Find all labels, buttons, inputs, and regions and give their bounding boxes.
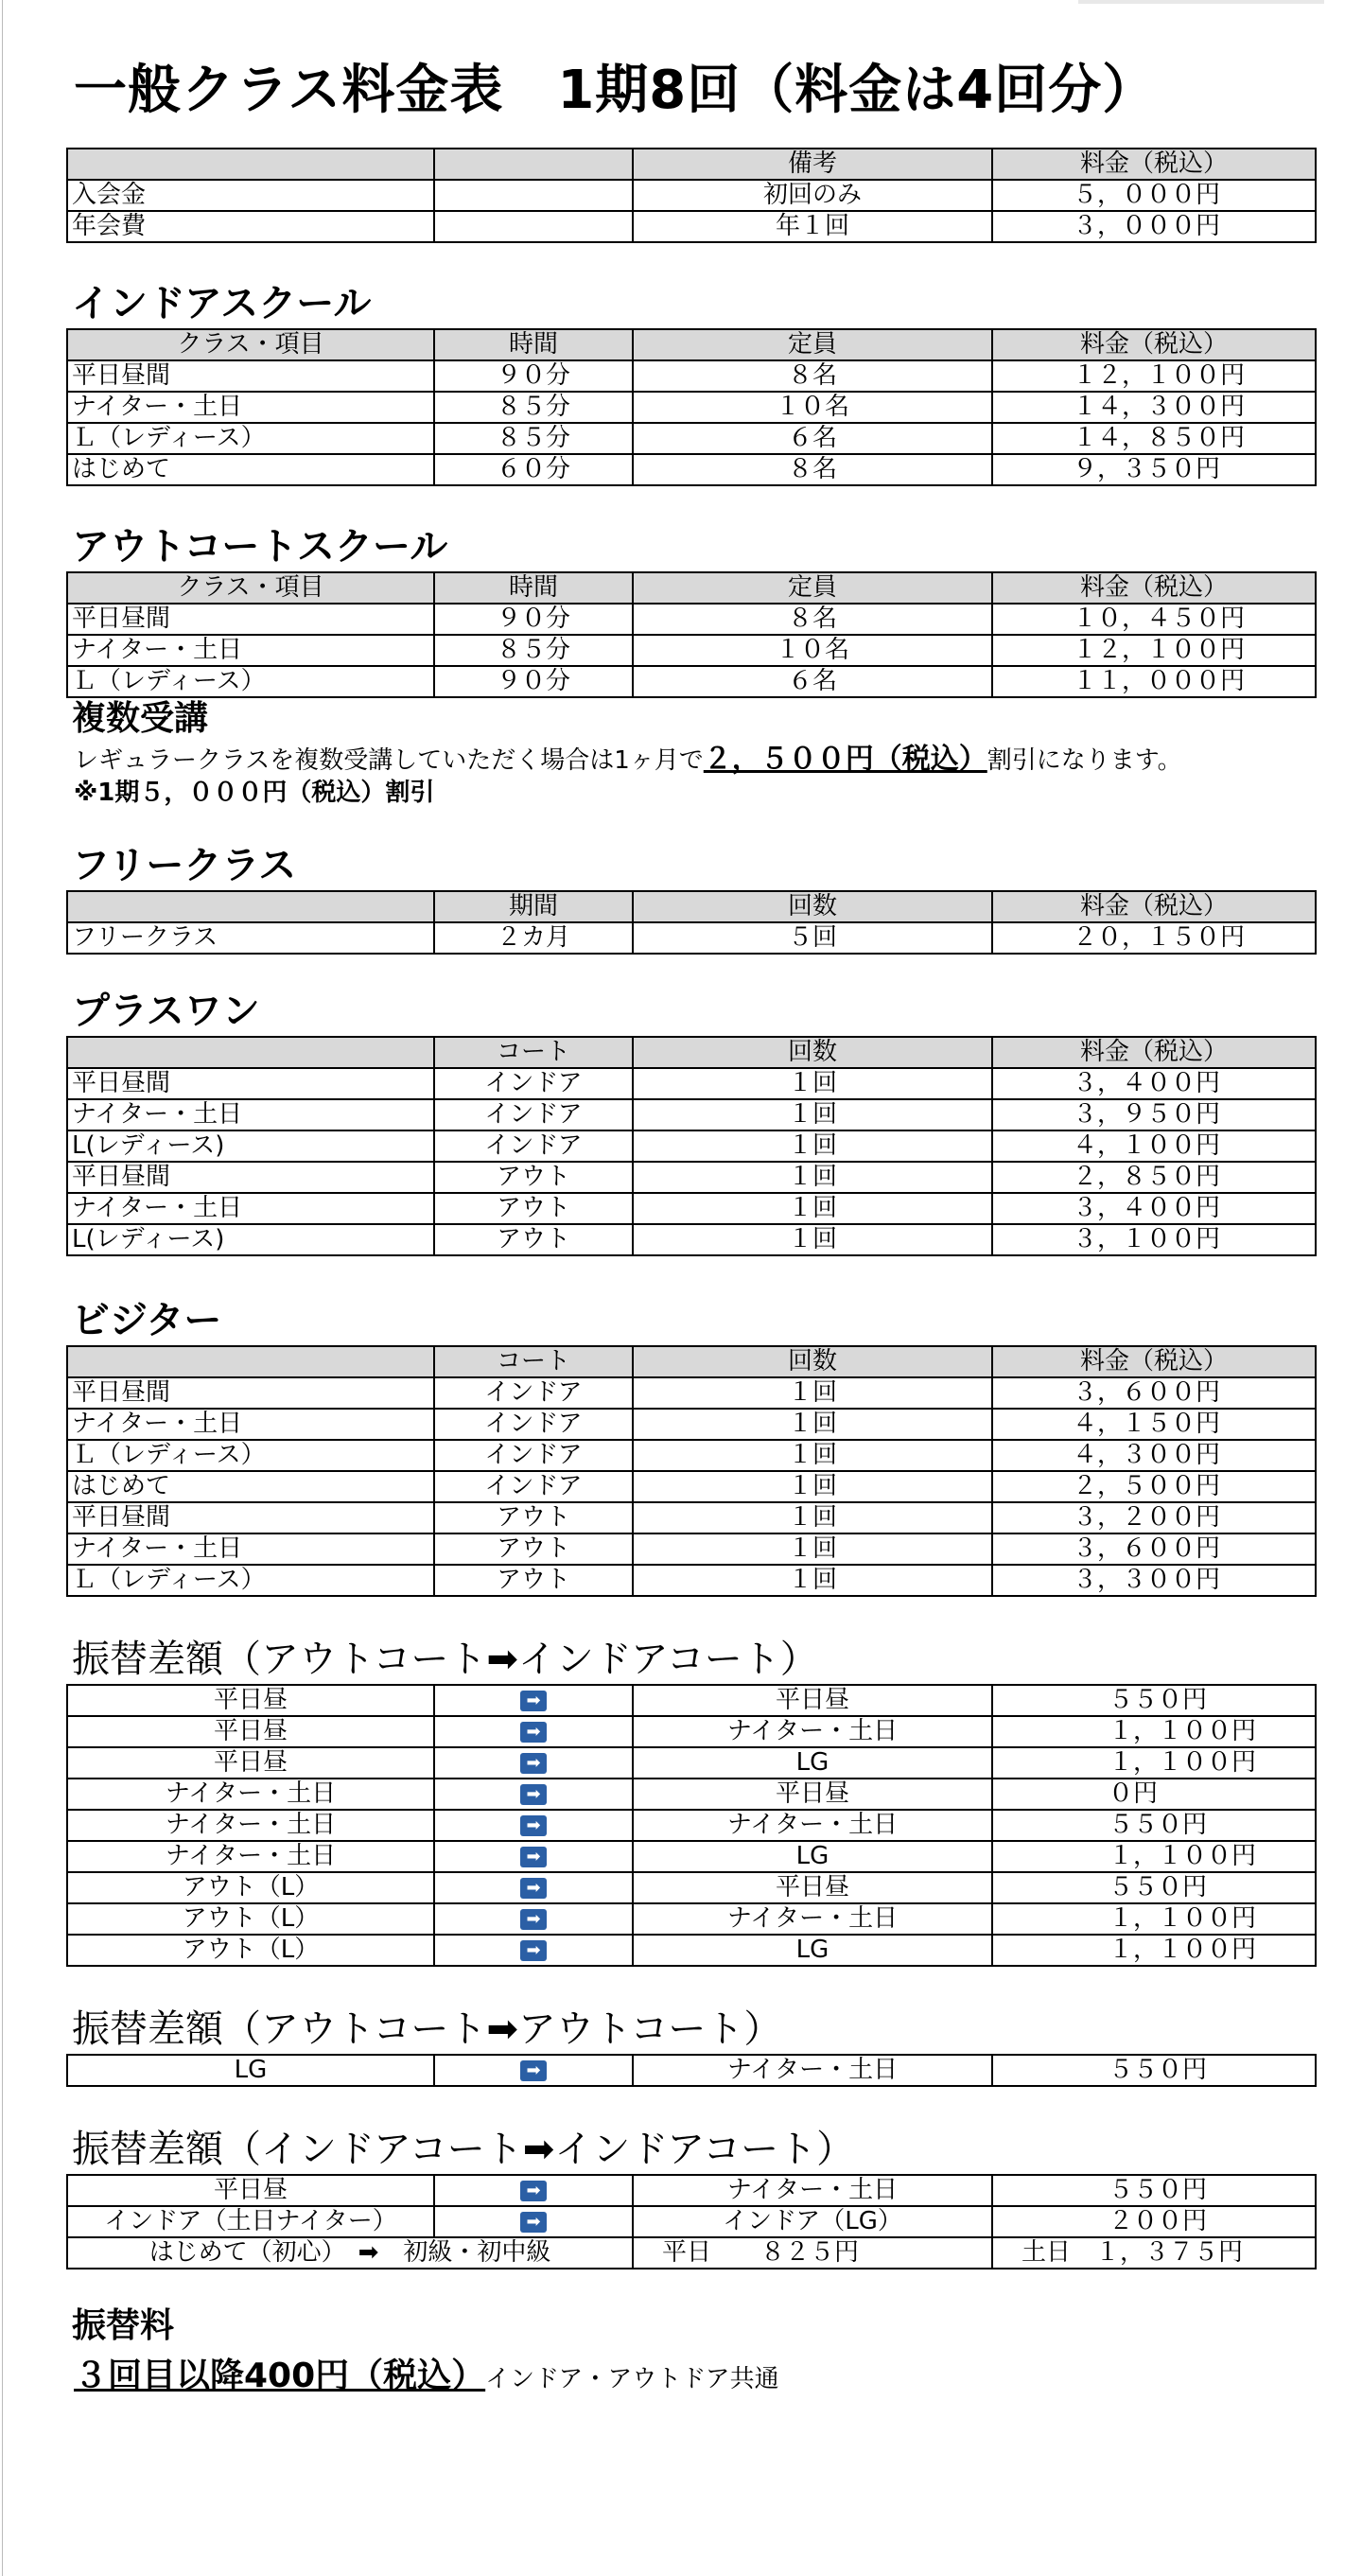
price-value: ２，８５０円 xyxy=(992,1162,1316,1193)
table-row xyxy=(67,1377,1316,1409)
table-row xyxy=(67,922,1316,954)
price-value: ５５０円 xyxy=(992,1810,1316,1841)
transfer-row xyxy=(67,1872,1316,1903)
transfer-in-in-title: 振替差額（インドアコート➡インドアコート） xyxy=(72,2128,855,2171)
transfer-to: インドア（LG） xyxy=(633,2206,992,2237)
col2-value: アウト xyxy=(434,1193,633,1224)
col3-value: １回 xyxy=(633,1377,992,1409)
transfer-from: アウト（L） xyxy=(67,1872,434,1903)
transfer-row xyxy=(67,1810,1316,1841)
row-label: Ｌ（レディース） xyxy=(67,666,434,697)
table-row xyxy=(67,1440,1316,1471)
transfer-to: ナイター・土日 xyxy=(633,1810,992,1841)
table-row xyxy=(67,1099,1316,1130)
table-header-row xyxy=(67,1037,1316,1068)
arrow-right-icon: ➡ xyxy=(520,1753,547,1774)
price-value: ３，９５０円 xyxy=(992,1099,1316,1130)
special-weekday: 平日 ８２５円 xyxy=(633,2237,992,2269)
table-row xyxy=(67,1502,1316,1533)
col3-value: 初回のみ xyxy=(633,180,992,211)
column-header: 料金（税込） xyxy=(992,1037,1316,1068)
arrow-right-icon: ➡ xyxy=(520,1815,547,1836)
row-label: 平日昼間 xyxy=(67,1502,434,1533)
table-header-row xyxy=(67,891,1316,922)
multi-text-after: 割引になります。 xyxy=(987,746,1182,775)
col2-value: ２カ月 xyxy=(434,922,633,954)
col3-value: １回 xyxy=(633,1565,992,1596)
row-label: 平日昼間 xyxy=(67,360,434,392)
price-value: ５５０円 xyxy=(992,1685,1316,1716)
column-header: 料金（税込） xyxy=(992,329,1316,360)
transfer-from: LG xyxy=(67,2055,434,2086)
transfer-row xyxy=(67,1903,1316,1935)
fees-table xyxy=(66,148,1317,243)
col2-value xyxy=(434,180,633,211)
transfer-in-in-table xyxy=(66,2174,1317,2269)
outcourt-table xyxy=(66,571,1317,698)
indoor-title: インドアスクール xyxy=(72,282,372,325)
price-value: １２，１００円 xyxy=(992,360,1316,392)
row-label: 平日昼間 xyxy=(67,1068,434,1099)
col2-value: アウト xyxy=(434,1502,633,1533)
transfer-from: ナイター・土日 xyxy=(67,1779,434,1810)
row-label: L(レディース) xyxy=(67,1224,434,1255)
column-header xyxy=(67,149,434,180)
row-label: 平日昼間 xyxy=(67,1377,434,1409)
arrow-right-icon: ➡ xyxy=(520,2060,547,2081)
price-value: １２，１００円 xyxy=(992,635,1316,666)
row-label: Ｌ（レディース） xyxy=(67,423,434,454)
arrow-cell xyxy=(434,1716,633,1747)
price-value: ５，０００円 xyxy=(992,180,1316,211)
multi-discount: ２，５００円（税込） xyxy=(703,743,987,776)
col3-value: １０名 xyxy=(633,392,992,423)
col3-value: １回 xyxy=(633,1224,992,1255)
column-header xyxy=(434,149,633,180)
arrow-right-icon: ➡ xyxy=(520,1691,547,1711)
page-title: 一般クラス料金表 1期8回（料金は4回分） xyxy=(74,60,1157,121)
arrow-cell xyxy=(434,1685,633,1716)
table-row xyxy=(67,1224,1316,1255)
column-header: 料金（税込） xyxy=(992,572,1316,604)
col3-value: １回 xyxy=(633,1409,992,1440)
table-row xyxy=(67,180,1316,211)
multi-text xyxy=(74,744,1315,777)
column-header: 料金（税込） xyxy=(992,1346,1316,1377)
arrow-cell xyxy=(434,1841,633,1872)
row-label: 平日昼間 xyxy=(67,604,434,635)
transfer-fee-title: 振替料 xyxy=(72,2306,175,2345)
col2-value: インドア xyxy=(434,1099,633,1130)
row-label: ナイター・土日 xyxy=(67,1533,434,1565)
col3-value: ８名 xyxy=(633,604,992,635)
col3-value: １回 xyxy=(633,1193,992,1224)
visitor-table xyxy=(66,1345,1317,1597)
col3-value: ８名 xyxy=(633,454,992,485)
row-label: 年会費 xyxy=(67,211,434,242)
price-value: ３，６００円 xyxy=(992,1533,1316,1565)
col3-value: １回 xyxy=(633,1502,992,1533)
column-header xyxy=(67,891,434,922)
col2-value: インドア xyxy=(434,1409,633,1440)
col2-value: インドア xyxy=(434,1377,633,1409)
price-value: ９，３５０円 xyxy=(992,454,1316,485)
table-row xyxy=(67,360,1316,392)
column-header xyxy=(67,1037,434,1068)
column-header: クラス・項目 xyxy=(67,329,434,360)
price-value: ３，０００円 xyxy=(992,211,1316,242)
arrow-right-icon: ➡ xyxy=(520,1909,547,1930)
price-value: ３，４００円 xyxy=(992,1193,1316,1224)
table-row xyxy=(67,211,1316,242)
outcourt-title: アウトコートスクール xyxy=(72,525,448,569)
col3-value: ５回 xyxy=(633,922,992,954)
col2-value xyxy=(434,211,633,242)
transfer-from: アウト（L） xyxy=(67,1935,434,1966)
col2-value: インドア xyxy=(434,1068,633,1099)
transfer-row xyxy=(67,2206,1316,2237)
page-left-edge xyxy=(2,0,3,2576)
price-value: ０円 xyxy=(992,1779,1316,1810)
col2-value: アウト xyxy=(434,1162,633,1193)
price-value: ４，３００円 xyxy=(992,1440,1316,1471)
column-header: コート xyxy=(434,1346,633,1377)
column-header: 回数 xyxy=(633,891,992,922)
col3-value: ８名 xyxy=(633,360,992,392)
arrow-right-icon: ➡ xyxy=(520,1847,547,1867)
table-row xyxy=(67,454,1316,485)
arrow-right-icon: ➡ xyxy=(520,2212,547,2233)
transfer-to: 平日昼 xyxy=(633,1779,992,1810)
transfer-from: インドア（土日ナイター） xyxy=(67,2206,434,2237)
arrow-right-icon: ➡ xyxy=(520,1940,547,1961)
price-value: １，１００円 xyxy=(992,1716,1316,1747)
arrow-right-icon: ➡ xyxy=(520,1878,547,1899)
column-header xyxy=(67,1346,434,1377)
col2-value: ９０分 xyxy=(434,604,633,635)
transfer-row xyxy=(67,1841,1316,1872)
row-label: はじめて xyxy=(67,1471,434,1502)
transfer-row xyxy=(67,1935,1316,1966)
transfer-out-out-table xyxy=(66,2054,1317,2087)
col3-value: １回 xyxy=(633,1533,992,1565)
special-from: はじめて（初心） ➡ 初級・初中級 xyxy=(67,2237,633,2269)
price-value: ４，１００円 xyxy=(992,1130,1316,1162)
price-value: ２０，１５０円 xyxy=(992,922,1316,954)
price-value: １４，３００円 xyxy=(992,392,1316,423)
price-value: ２００円 xyxy=(992,2206,1316,2237)
transfer-to: 平日昼 xyxy=(633,1685,992,1716)
col2-value: ６０分 xyxy=(434,454,633,485)
transfer-row xyxy=(67,1685,1316,1716)
price-value: ５５０円 xyxy=(992,2175,1316,2206)
price-value: １１，０００円 xyxy=(992,666,1316,697)
col3-value: ６名 xyxy=(633,666,992,697)
column-header: 定員 xyxy=(633,572,992,604)
row-label: ナイター・土日 xyxy=(67,1099,434,1130)
column-header: コート xyxy=(434,1037,633,1068)
col3-value: １回 xyxy=(633,1130,992,1162)
table-row xyxy=(67,1130,1316,1162)
transfer-row xyxy=(67,2055,1316,2086)
row-label: ナイター・土日 xyxy=(67,635,434,666)
col2-value: ９０分 xyxy=(434,360,633,392)
table-row xyxy=(67,1409,1316,1440)
row-label: L(レディース) xyxy=(67,1130,434,1162)
col3-value: １回 xyxy=(633,1068,992,1099)
price-value: １，１００円 xyxy=(992,1903,1316,1935)
col3-value: １回 xyxy=(633,1471,992,1502)
col2-value: インドア xyxy=(434,1440,633,1471)
transfer-fee-line xyxy=(74,2349,1315,2397)
row-label: フリークラス xyxy=(67,922,434,954)
col2-value: ８５分 xyxy=(434,392,633,423)
arrow-cell xyxy=(434,1779,633,1810)
transfer-row xyxy=(67,1747,1316,1779)
plusone-table xyxy=(66,1036,1317,1256)
free-table xyxy=(66,890,1317,955)
transfer-fee-amount: ３回目以降400円（税込） xyxy=(74,2357,486,2395)
column-header: 定員 xyxy=(633,329,992,360)
arrow-cell xyxy=(434,2206,633,2237)
price-value: ３，１００円 xyxy=(992,1224,1316,1255)
row-label: Ｌ（レディース） xyxy=(67,1565,434,1596)
col3-value: １０名 xyxy=(633,635,992,666)
table-row xyxy=(67,1193,1316,1224)
price-value: ３，６００円 xyxy=(992,1377,1316,1409)
row-label: ナイター・土日 xyxy=(67,392,434,423)
transfer-from: 平日昼 xyxy=(67,1685,434,1716)
multi-title: 複数受講 xyxy=(72,699,209,738)
column-header: 回数 xyxy=(633,1037,992,1068)
row-label: 入会金 xyxy=(67,180,434,211)
col2-value: アウト xyxy=(434,1224,633,1255)
price-value: １４，８５０円 xyxy=(992,423,1316,454)
transfer-out-in-title: 振替差額（アウトコート➡インドアコート） xyxy=(72,1638,818,1681)
transfer-fee-text: インドア・アウトドア共通 xyxy=(485,2365,779,2393)
transfer-from: 平日昼 xyxy=(67,2175,434,2206)
multi-text-before: レギュラークラスを複数受講していただく場合は1ヶ月で xyxy=(74,746,704,775)
price-value: ２，５００円 xyxy=(992,1471,1316,1502)
arrow-cell xyxy=(434,2175,633,2206)
transfer-row xyxy=(67,2175,1316,2206)
col2-value: インドア xyxy=(434,1130,633,1162)
transfer-from: アウト（L） xyxy=(67,1903,434,1935)
table-header-row xyxy=(67,149,1316,180)
transfer-to: ナイター・土日 xyxy=(633,2175,992,2206)
visitor-title: ビジター xyxy=(72,1299,222,1342)
price-document xyxy=(66,0,1315,2397)
transfer-to: ナイター・土日 xyxy=(633,1716,992,1747)
plusone-title: プラスワン xyxy=(72,990,260,1033)
price-value: １，１００円 xyxy=(992,1841,1316,1872)
column-header: 回数 xyxy=(633,1346,992,1377)
col2-value: ８５分 xyxy=(434,635,633,666)
special-weekend: 土日 １，３７５円 xyxy=(992,2237,1316,2269)
transfer-to: LG xyxy=(633,1935,992,1966)
row-label: Ｌ（レディース） xyxy=(67,1440,434,1471)
arrow-cell xyxy=(434,2055,633,2086)
transfer-from: 平日昼 xyxy=(67,1747,434,1779)
arrow-right-icon: ➡ xyxy=(520,1784,547,1805)
transfer-from: ナイター・土日 xyxy=(67,1841,434,1872)
row-label: ナイター・土日 xyxy=(67,1193,434,1224)
col2-value: アウト xyxy=(434,1533,633,1565)
price-value: ５５０円 xyxy=(992,1872,1316,1903)
transfer-from: 平日昼 xyxy=(67,1716,434,1747)
row-label: はじめて xyxy=(67,454,434,485)
col3-value: １回 xyxy=(633,1099,992,1130)
transfer-to: LG xyxy=(633,1747,992,1779)
col2-value: ８５分 xyxy=(434,423,633,454)
arrow-right-icon: ➡ xyxy=(520,2181,547,2201)
row-label: 平日昼間 xyxy=(67,1162,434,1193)
col3-value: 年１回 xyxy=(633,211,992,242)
table-row xyxy=(67,392,1316,423)
price-value: １，１００円 xyxy=(992,1935,1316,1966)
table-row xyxy=(67,635,1316,666)
price-value: ４，１５０円 xyxy=(992,1409,1316,1440)
col2-value: インドア xyxy=(434,1471,633,1502)
column-header: 料金（税込） xyxy=(992,891,1316,922)
table-row xyxy=(67,1533,1316,1565)
column-header: 時間 xyxy=(434,329,633,360)
table-row xyxy=(67,1471,1316,1502)
indoor-table xyxy=(66,328,1317,486)
special-transfer-row xyxy=(67,2237,1316,2269)
transfer-to: LG xyxy=(633,1841,992,1872)
arrow-cell xyxy=(434,1903,633,1935)
col3-value: ６名 xyxy=(633,423,992,454)
table-row xyxy=(67,604,1316,635)
transfer-row xyxy=(67,1779,1316,1810)
table-header-row xyxy=(67,572,1316,604)
arrow-cell xyxy=(434,1935,633,1966)
col3-value: １回 xyxy=(633,1162,992,1193)
price-value: ３，２００円 xyxy=(992,1502,1316,1533)
column-header: 期間 xyxy=(434,891,633,922)
arrow-right-icon: ➡ xyxy=(520,1722,547,1743)
multi-note: ※1期５，０００円（税込）割引 xyxy=(74,779,435,807)
arrow-cell xyxy=(434,1872,633,1903)
table-row xyxy=(67,666,1316,697)
transfer-to: 平日昼 xyxy=(633,1872,992,1903)
row-label: ナイター・土日 xyxy=(67,1409,434,1440)
transfer-to: ナイター・土日 xyxy=(633,1903,992,1935)
transfer-row xyxy=(67,1716,1316,1747)
transfer-from: ナイター・土日 xyxy=(67,1810,434,1841)
table-row xyxy=(67,1068,1316,1099)
free-title: フリークラス xyxy=(72,844,297,887)
price-value: １０，４５０円 xyxy=(992,604,1316,635)
arrow-cell xyxy=(434,1810,633,1841)
transfer-to: ナイター・土日 xyxy=(633,2055,992,2086)
price-value: ５５０円 xyxy=(992,2055,1316,2086)
price-value: ３，４００円 xyxy=(992,1068,1316,1099)
table-row xyxy=(67,1162,1316,1193)
price-value: １，１００円 xyxy=(992,1747,1316,1779)
table-row xyxy=(67,1565,1316,1596)
col2-value: ９０分 xyxy=(434,666,633,697)
transfer-out-in-table xyxy=(66,1684,1317,1967)
column-header: 備考 xyxy=(633,149,992,180)
col2-value: アウト xyxy=(434,1565,633,1596)
price-value: ３，３００円 xyxy=(992,1565,1316,1596)
transfer-out-out-title: 振替差額（アウトコート➡アウトコート） xyxy=(72,2007,782,2051)
column-header: クラス・項目 xyxy=(67,572,434,604)
column-header: 料金（税込） xyxy=(992,149,1316,180)
table-header-row xyxy=(67,329,1316,360)
table-row xyxy=(67,423,1316,454)
col3-value: １回 xyxy=(633,1440,992,1471)
column-header: 時間 xyxy=(434,572,633,604)
arrow-cell xyxy=(434,1747,633,1779)
table-header-row xyxy=(67,1346,1316,1377)
